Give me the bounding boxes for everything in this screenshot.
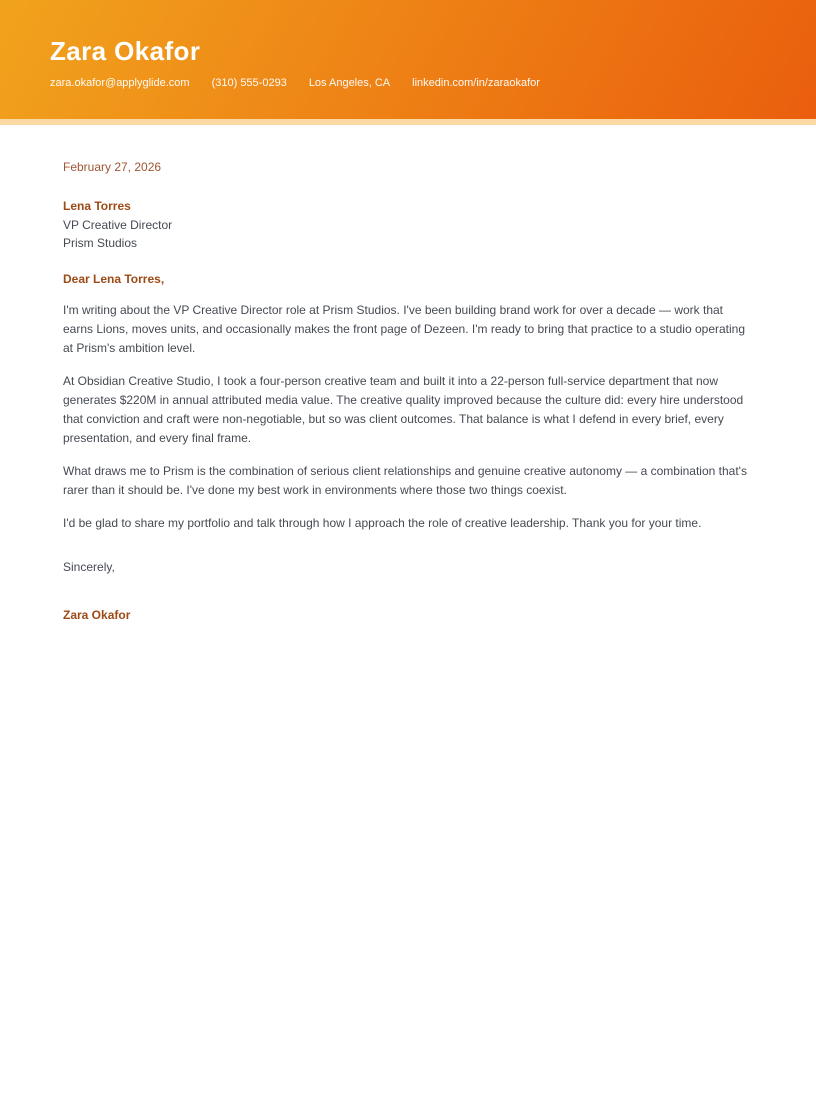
letter-paragraph: At Obsidian Creative Studio, I took a four-person creative team and built it into a 22-person full-service department that now generates $220M in annual attributed media value. The creative quality improved because the culture did: every hire understood that conviction and craft were non-negotiable, but so was client outcomes. That balance is what I defend in every brief, every presentation, and every final frame. <box>63 373 744 445</box>
letter-closing: Sincerely, <box>63 559 115 574</box>
letter-paragraph: I'm writing about the VP Creative Director role at Prism Studios. I've been building brand work for over a decade — work that earns Lions, moves units, and occasionally makes the front page of Dezeen. I'm ready to bring that practice to a studio operating at Prism's ambition level. <box>63 302 746 355</box>
recipient-block <box>63 197 750 253</box>
contact-location: Los Angeles, CA <box>308 77 391 89</box>
letter-date: February 27, 2026 <box>63 160 162 174</box>
contact-linkedin: linkedin.com/in/zaraokafor <box>412 77 540 89</box>
letter-header <box>0 0 816 119</box>
salutation: Dear Lena Torres, <box>63 271 165 286</box>
contact-row <box>50 77 816 89</box>
recipient-name: Lena Torres <box>63 199 131 213</box>
letter-body <box>0 125 816 625</box>
contact-email: zara.okafor@applyglide.com <box>50 77 190 89</box>
signature-name: Zara Okafor <box>63 607 131 622</box>
contact-phone: (310) 555-0293 <box>211 77 287 89</box>
recipient-title: VP Creative Director <box>63 217 173 232</box>
applicant-name: Zara Okafor <box>50 36 201 66</box>
recipient-company: Prism Studios <box>63 236 138 250</box>
letter-paragraph: What draws me to Prism is the combination of serious client relationships and genuine creative autonomy — a combination that's rarer than it should be. I've done my best work in environments where those two things coexist. <box>63 463 747 497</box>
letter-paragraph: I'd be glad to share my portfolio and talk through how I approach the role of creative leadership. Thank you for your time. <box>63 515 702 530</box>
